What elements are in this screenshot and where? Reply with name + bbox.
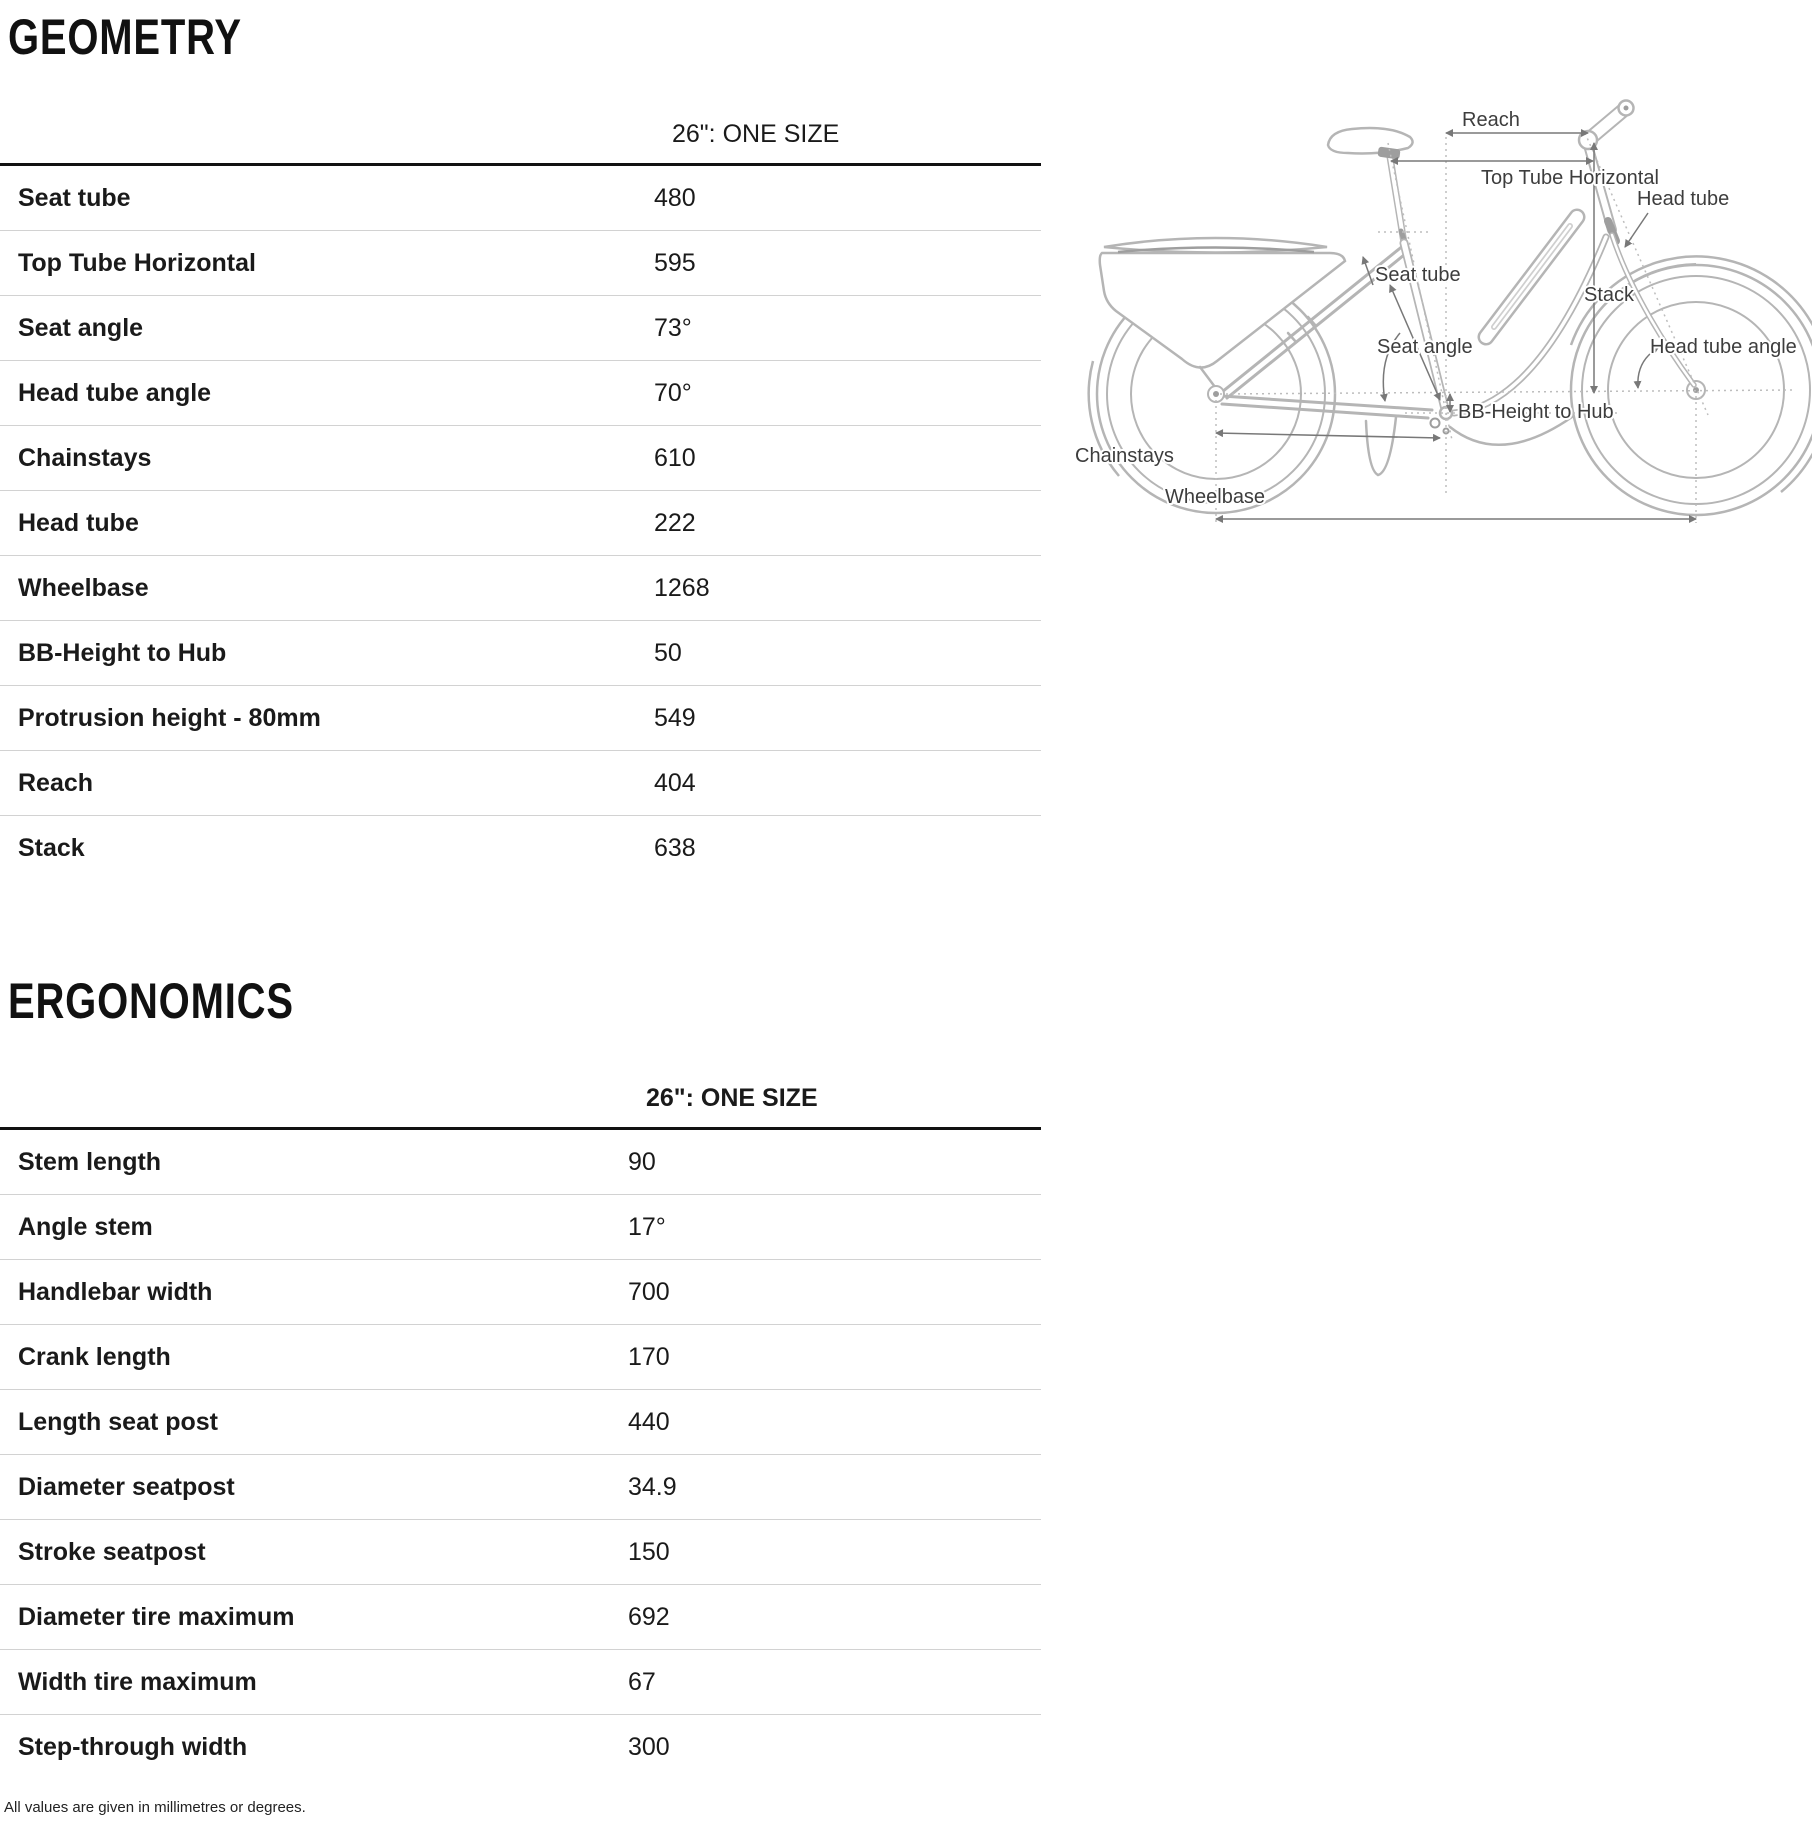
measurement-arrows [1216,133,1696,519]
diagram-label-top-tube: Top Tube Horizontal [1481,167,1659,189]
diagram-label-seat-angle: Seat angle [1377,336,1473,358]
table-row [0,1455,1041,1520]
diagram-label-head-tube: Head tube [1637,188,1730,210]
ergonomics-table-body [0,1127,1041,1780]
spec-row-value: 17° [628,1212,666,1241]
spec-row-label: Seat tube [18,183,131,212]
table-row [0,426,1041,491]
units-footnote: All values are given in millimetres or degrees. [4,1799,306,1816]
table-row [0,621,1041,686]
diagram-label-head-tube-angle: Head tube angle [1650,336,1797,358]
spec-row-label: Step-through width [18,1733,248,1761]
spec-row-label: Wheelbase [18,573,149,602]
spec-row-label: Diameter tire maximum [18,1602,295,1631]
table-row [0,361,1041,426]
table-row [0,491,1041,556]
spec-row-value: 150 [628,1537,670,1566]
spec-row-value: 70° [654,378,692,407]
table-row [0,1650,1041,1715]
table-row [0,1325,1041,1390]
geometry-size-column-header: 26": ONE SIZE [672,120,840,148]
diagram-label-chainstays: Chainstays [1075,445,1174,467]
table-row [0,686,1041,751]
spec-row-value: 73° [654,313,692,342]
geometry-table-header [0,95,1041,163]
spec-row-value: 90 [628,1147,656,1176]
ergonomics-table-header [0,1059,1041,1127]
spec-row-label: Diameter seatpost [18,1472,235,1501]
spec-row-label: Chainstays [18,443,152,472]
spec-row-label: Protrusion height - 80mm [18,703,321,732]
diagram-label-reach: Reach [1462,109,1520,131]
spec-row-label: Seat angle [18,313,144,342]
cargo-box-icon [1100,238,1345,368]
spec-row-label: Head tube [18,508,139,537]
spec-row-value: 480 [654,183,696,212]
table-row [0,1520,1041,1585]
table-row [0,556,1041,621]
spec-row-value: 300 [628,1733,670,1761]
spec-row-label: Angle stem [18,1212,153,1241]
geometry-table-body [0,163,1041,881]
spec-row-label: Stack [18,834,85,862]
geometry-section-title: GEOMETRY [8,9,242,65]
spec-row-value: 692 [628,1602,670,1631]
table-row [0,296,1041,361]
diagram-label-stack: Stack [1584,284,1635,306]
ergonomics-section-title: ERGONOMICS [8,973,294,1029]
spec-row-value: 638 [654,834,696,862]
diagram-label-bb-height: BB-Height to Hub [1458,401,1614,423]
spec-row-value: 610 [654,443,696,472]
bike-geometry-diagram [1060,95,1812,535]
spec-row-value: 222 [654,508,696,537]
spec-row-value: 34.9 [628,1472,677,1501]
table-row [0,1585,1041,1650]
table-row [0,816,1041,881]
spec-row-label: Length seat post [18,1407,219,1436]
spec-row-label: Width tire maximum [18,1667,257,1696]
spec-row-value: 50 [654,638,682,667]
spec-row-value: 67 [628,1667,656,1696]
table-row [0,1195,1041,1260]
spec-row-value: 595 [654,248,696,277]
ergonomics-size-column-header: 26": ONE SIZE [646,1084,818,1112]
spec-row-label: Top Tube Horizontal [18,248,256,277]
spec-row-value: 700 [628,1277,670,1306]
spec-row-label: BB-Height to Hub [18,638,227,667]
spec-row-label: Stroke seatpost [18,1537,206,1566]
spec-row-value: 1268 [654,573,710,602]
spec-row-value: 170 [628,1342,670,1371]
spec-row-value: 404 [654,768,696,797]
spec-row-label: Reach [18,768,94,797]
table-row [0,1715,1041,1780]
table-row [0,1130,1041,1195]
table-row [0,1390,1041,1455]
table-row [0,231,1041,296]
table-row [0,751,1041,816]
spec-row-label: Head tube angle [18,378,212,407]
table-row [0,1260,1041,1325]
spec-row-label: Handlebar width [18,1277,213,1306]
geometry-table [0,95,1041,881]
spec-row-value: 440 [628,1407,670,1436]
diagram-label-seat-tube: Seat tube [1375,264,1461,286]
spec-row-value: 549 [654,703,696,732]
diagram-label-wheelbase: Wheelbase [1165,486,1266,508]
ergonomics-table [0,1059,1041,1780]
spec-row-label: Stem length [18,1147,162,1176]
table-row [0,166,1041,231]
spec-row-label: Crank length [18,1342,171,1371]
